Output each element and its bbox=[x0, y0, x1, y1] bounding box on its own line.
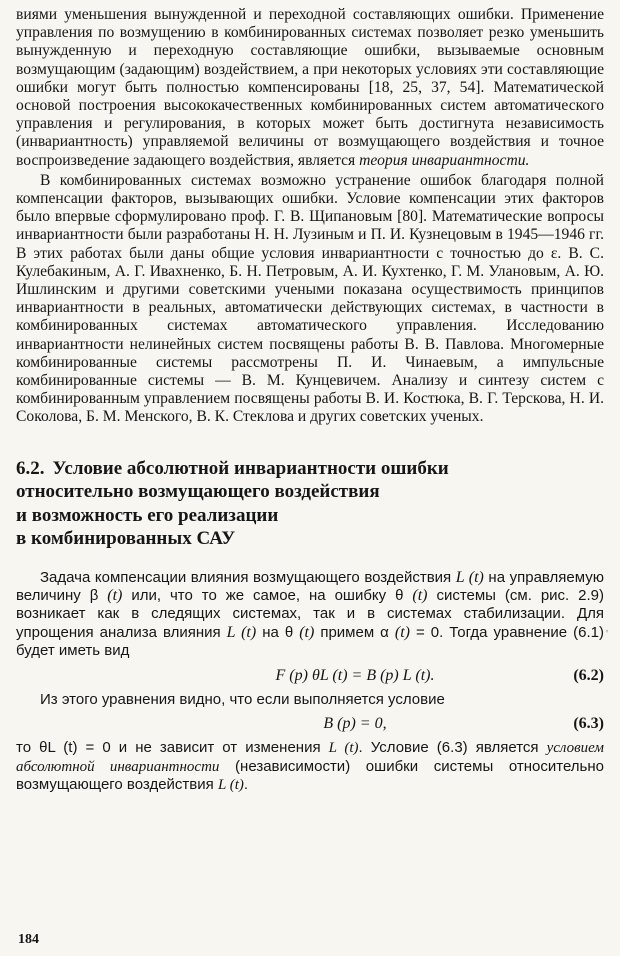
equation-6-2-expression: F (p) θL (t) = B (p) L (t). bbox=[275, 666, 435, 684]
p3-text-2: на управляемую величину β bbox=[16, 568, 604, 605]
equation-6-2-number: (6.2) bbox=[573, 666, 604, 684]
paragraph-2: В комбинированных системах возможно устранение ошибок благодаря полной компенсации факторов, вызывающих ошибки. Условие компенсации этих факторов было впервые сформулировано проф. Г. В. Щипановым [80]. Математические вопросы инвариантности были разработаны Н. Н. Лузиным и П. И. Кузнецовым в 1945—1946 гг. В этих работах были даны общие условия инвариантности с точностью до ε. В. С. Кулебакиным, А. Г. Ивахненко, Б. Н. Петровым, А. И. Кухтенко, Г. М. Улановым, А. Ю. Ишлинским и другими советскими учеными показана осуществимость принципов инвариантности в реальных, автоматически действующих системах, в частности в комбинированных системах автоматического управления. Исследованию инвариантности нелинейных систем посвящены работы В. В. Павлова. Многомерные комбинированные системы рассмотрены П. И. Чинаевым, а импульсные комбинированные системы — В. М. Кунцевичем. Анализу и синтезу систем с комбинированным управлением посвящены работы В. И. Костюка, В. Г. Терскова, Н. И. Соколова, Б. М. Менского, В. К. Стеклова и других советских ученых. bbox=[16, 171, 604, 426]
theory-term: теория инвариантности. bbox=[359, 151, 530, 169]
p3-text-1: Задача компенсации влияния возмущающего воздействия bbox=[40, 568, 456, 586]
paragraph-4: Из этого уравнения видно, что если выполняется условие bbox=[40, 690, 445, 708]
section-title-line-3: и возможность его реализации bbox=[16, 504, 279, 526]
section-number: 6.2. bbox=[16, 457, 45, 479]
equation-6-2-body bbox=[16, 667, 544, 685]
p5-text-4: . bbox=[243, 775, 249, 793]
p3-text-5: на θ bbox=[256, 623, 300, 641]
p5-text-2: . Условие (6.3) является bbox=[358, 739, 547, 757]
equation-6-3-body bbox=[16, 715, 544, 733]
margin-speck: ' bbox=[606, 628, 608, 640]
p3-math-6: (t) bbox=[394, 623, 410, 641]
paragraph-5 bbox=[16, 739, 604, 794]
p3-text-7: = 0. Тогда уравнение (6.1) будет иметь вид bbox=[16, 623, 604, 660]
equation-6-3-expression: B (p) = 0, bbox=[323, 715, 387, 733]
p3-text-6: примем α bbox=[314, 623, 395, 641]
page-number: 184 bbox=[18, 932, 39, 947]
p3-math-2: (t) bbox=[107, 587, 123, 605]
section-title-line-1: Условие абсолютной инвариантности ошибки bbox=[52, 457, 449, 479]
equation-6-2 bbox=[16, 661, 604, 691]
p5-math-3: L (t) bbox=[217, 776, 244, 793]
p5-term: условием абсолютной инвариантности bbox=[16, 740, 605, 775]
equation-6-3-number: (6.3) bbox=[573, 715, 604, 733]
p3-math-4: L (t) bbox=[226, 623, 257, 641]
p3-text-4: системы (см. рис. 2.9) возникает как в следящих системах, так и в системах стабилизации. Для упрощения анализа влияния bbox=[16, 587, 604, 641]
section-title-line-4: в комбинированных САУ bbox=[16, 528, 236, 550]
p3-math-1: L (t) bbox=[455, 568, 484, 586]
p3-math-5: (t) bbox=[299, 623, 315, 641]
p5-text-1: то θL (t) = 0 и не зависит от изменения bbox=[16, 739, 329, 757]
p3-text-3: или, что то же самое, на ошибку θ bbox=[122, 587, 413, 605]
p5-text-3: (независимости) ошибки системы относительно возмущающего воздействия bbox=[16, 757, 604, 793]
equation-6-3 bbox=[16, 709, 604, 739]
p5-math-1: L (t) bbox=[328, 740, 359, 757]
paragraph-3 bbox=[16, 569, 604, 661]
section-title-line-2: относительно возмущающего воздействия bbox=[16, 481, 380, 503]
p3-math-3: (t) bbox=[412, 587, 428, 605]
page-body bbox=[16, 0, 604, 794]
section-heading bbox=[16, 457, 604, 551]
paragraph-1-text: виями уменьшения вынужденной и переходной составляющих ошибки. Применение управления по возмущению в комбинированных системах позволяет резко уменьшить вынужденную и переходную составляющие ошибки, вызываемые основным возмущающим (задающим) воздействием, а при некоторых условиях эти составляющие ошибки могут быть полностью компенсированы [18, 25, 37, 54]. Математической основой построения высококачественных комбинированных систем автоматического управления и регулирования, в которых может быть достигнута независимость (инвариантность) управляемой величины от возмущающего воздействия и точное воспроизведение задающего воздействия, является bbox=[16, 6, 604, 169]
paragraph-1 bbox=[16, 0, 604, 170]
